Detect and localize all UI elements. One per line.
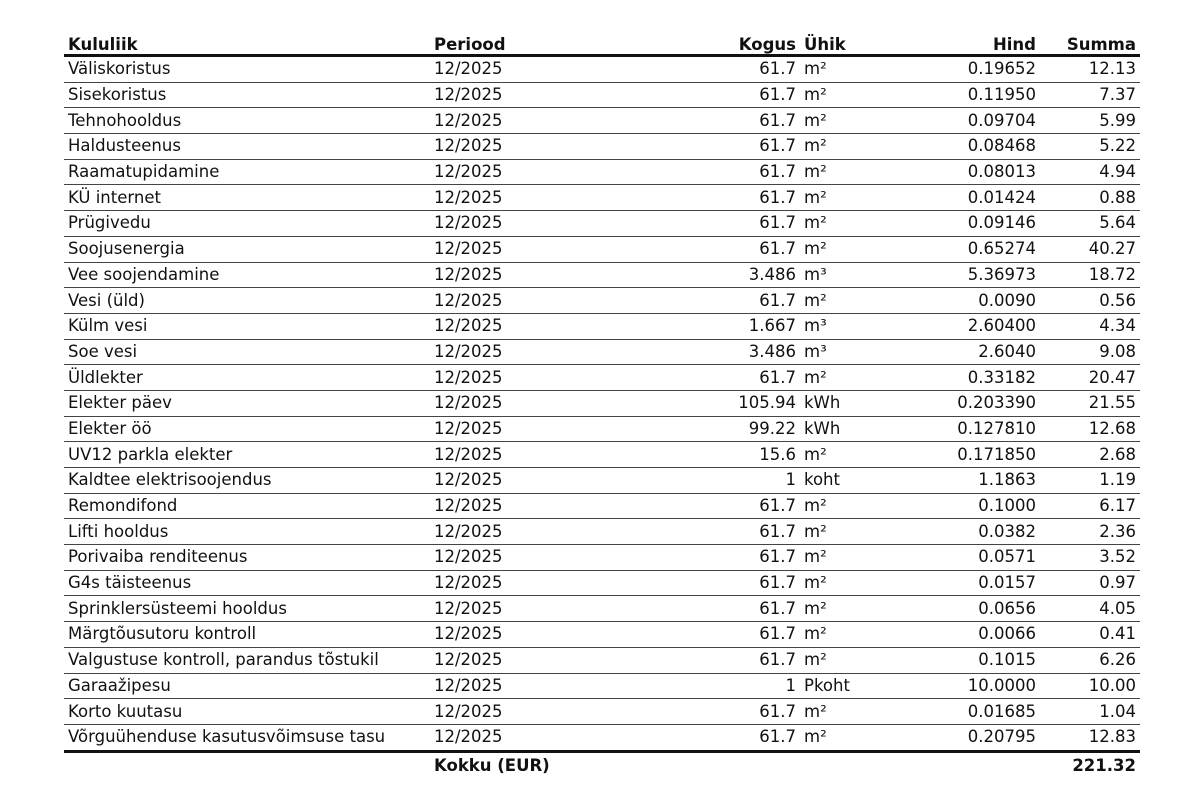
cell-period: 12/2025 <box>430 262 590 288</box>
cell-unit: m² <box>800 570 870 596</box>
table-row <box>64 519 1140 545</box>
cell-unit: m² <box>800 519 870 545</box>
cell-period: 12/2025 <box>430 519 590 545</box>
cost-table <box>64 30 1140 779</box>
cell-quantity: 1 <box>590 673 800 699</box>
cell-period: 12/2025 <box>430 134 590 160</box>
cell-period: 12/2025 <box>430 442 590 468</box>
cell-period: 12/2025 <box>430 159 590 185</box>
cell-quantity: 61.7 <box>590 82 800 108</box>
table-row <box>64 56 1140 83</box>
cell-period: 12/2025 <box>430 416 590 442</box>
table-row <box>64 108 1140 134</box>
cell-price: 0.1000 <box>870 493 1040 519</box>
cell-price: 0.08468 <box>870 134 1040 160</box>
cell-sum: 21.55 <box>1040 390 1140 416</box>
total-spacer <box>870 751 1040 779</box>
cell-unit: m² <box>800 108 870 134</box>
table-row <box>64 596 1140 622</box>
table-row <box>64 236 1140 262</box>
cell-item: Valgustuse kontroll, parandus tõstukil <box>64 647 430 673</box>
table-row <box>64 288 1140 314</box>
cell-item: Võrguühenduse kasutusvõimsuse tasu <box>64 724 430 751</box>
cell-item: Külm vesi <box>64 313 430 339</box>
cell-price: 0.0382 <box>870 519 1040 545</box>
cell-sum: 2.36 <box>1040 519 1140 545</box>
header-item: Kululiik <box>64 30 430 56</box>
cell-sum: 5.22 <box>1040 134 1140 160</box>
cell-sum: 7.37 <box>1040 82 1140 108</box>
cell-quantity: 3.486 <box>590 339 800 365</box>
cell-unit: m² <box>800 185 870 211</box>
table-row <box>64 159 1140 185</box>
cell-quantity: 61.7 <box>590 236 800 262</box>
cell-price: 2.6040 <box>870 339 1040 365</box>
table-row <box>64 134 1140 160</box>
table-row <box>64 468 1140 494</box>
cell-quantity: 61.7 <box>590 185 800 211</box>
cell-price: 0.0656 <box>870 596 1040 622</box>
cell-unit: m³ <box>800 339 870 365</box>
cell-quantity: 61.7 <box>590 622 800 648</box>
cell-quantity: 61.7 <box>590 724 800 751</box>
total-row <box>64 751 1140 779</box>
cell-quantity: 1.667 <box>590 313 800 339</box>
cell-period: 12/2025 <box>430 56 590 83</box>
cell-unit: m² <box>800 365 870 391</box>
cell-item: Väliskoristus <box>64 56 430 83</box>
cell-period: 12/2025 <box>430 724 590 751</box>
cell-price: 0.09704 <box>870 108 1040 134</box>
total-value: 221.32 <box>1040 751 1140 779</box>
cell-unit: m² <box>800 647 870 673</box>
table-row <box>64 262 1140 288</box>
cell-unit: kWh <box>800 416 870 442</box>
cell-unit: m² <box>800 596 870 622</box>
cell-quantity: 61.7 <box>590 596 800 622</box>
cell-price: 0.0090 <box>870 288 1040 314</box>
cell-price: 0.11950 <box>870 82 1040 108</box>
cell-sum: 40.27 <box>1040 236 1140 262</box>
cell-unit: Pkoht <box>800 673 870 699</box>
cell-price: 10.0000 <box>870 673 1040 699</box>
cell-period: 12/2025 <box>430 545 590 571</box>
cell-unit: m² <box>800 724 870 751</box>
cell-unit: m² <box>800 236 870 262</box>
cell-item: Lifti hooldus <box>64 519 430 545</box>
cell-quantity: 61.7 <box>590 108 800 134</box>
cell-quantity: 61.7 <box>590 519 800 545</box>
cell-price: 2.60400 <box>870 313 1040 339</box>
cell-period: 12/2025 <box>430 339 590 365</box>
cell-item: Remondifond <box>64 493 430 519</box>
cell-period: 12/2025 <box>430 699 590 725</box>
cell-item: Elekter öö <box>64 416 430 442</box>
cell-sum: 12.13 <box>1040 56 1140 83</box>
cell-quantity: 61.7 <box>590 570 800 596</box>
cell-period: 12/2025 <box>430 211 590 237</box>
cell-item: Vesi (üld) <box>64 288 430 314</box>
cell-unit: m² <box>800 56 870 83</box>
cell-item: Garaažipesu <box>64 673 430 699</box>
cell-price: 0.203390 <box>870 390 1040 416</box>
table-footer <box>64 751 1140 779</box>
cell-unit: m² <box>800 622 870 648</box>
cell-item: UV12 parkla elekter <box>64 442 430 468</box>
cell-item: Soojusenergia <box>64 236 430 262</box>
cell-period: 12/2025 <box>430 647 590 673</box>
total-spacer <box>64 751 430 779</box>
table-header <box>64 30 1140 56</box>
cell-unit: m² <box>800 493 870 519</box>
cell-period: 12/2025 <box>430 236 590 262</box>
cell-item: Sprinklersüsteemi hooldus <box>64 596 430 622</box>
cell-unit: m² <box>800 442 870 468</box>
cell-period: 12/2025 <box>430 108 590 134</box>
header-period: Periood <box>430 30 590 56</box>
cell-price: 0.33182 <box>870 365 1040 391</box>
cell-sum: 4.94 <box>1040 159 1140 185</box>
cell-quantity: 61.7 <box>590 647 800 673</box>
cell-price: 0.08013 <box>870 159 1040 185</box>
header-unit: Ühik <box>800 30 870 56</box>
table-body <box>64 56 1140 752</box>
cell-item: Raamatupidamine <box>64 159 430 185</box>
table-row <box>64 647 1140 673</box>
table-row <box>64 416 1140 442</box>
table-row <box>64 622 1140 648</box>
cell-period: 12/2025 <box>430 313 590 339</box>
cell-period: 12/2025 <box>430 493 590 519</box>
cell-period: 12/2025 <box>430 185 590 211</box>
table-row <box>64 493 1140 519</box>
header-row <box>64 30 1140 56</box>
cell-item: Sisekoristus <box>64 82 430 108</box>
cell-price: 0.20795 <box>870 724 1040 751</box>
cell-price: 0.09146 <box>870 211 1040 237</box>
cell-price: 0.01424 <box>870 185 1040 211</box>
cell-unit: m³ <box>800 313 870 339</box>
cell-item: Haldusteenus <box>64 134 430 160</box>
cell-sum: 4.34 <box>1040 313 1140 339</box>
total-label: Kokku (EUR) <box>430 751 800 779</box>
cell-price: 0.19652 <box>870 56 1040 83</box>
cell-price: 0.171850 <box>870 442 1040 468</box>
cell-period: 12/2025 <box>430 622 590 648</box>
table-row <box>64 545 1140 571</box>
cell-sum: 4.05 <box>1040 596 1140 622</box>
cell-sum: 0.56 <box>1040 288 1140 314</box>
table-row <box>64 442 1140 468</box>
table-row <box>64 365 1140 391</box>
cell-period: 12/2025 <box>430 570 590 596</box>
cell-quantity: 3.486 <box>590 262 800 288</box>
cell-quantity: 61.7 <box>590 493 800 519</box>
cell-price: 5.36973 <box>870 262 1040 288</box>
header-price: Hind <box>870 30 1040 56</box>
cell-sum: 0.97 <box>1040 570 1140 596</box>
cell-item: Vee soojendamine <box>64 262 430 288</box>
cell-item: Tehnohooldus <box>64 108 430 134</box>
table-row <box>64 724 1140 751</box>
cell-unit: m² <box>800 159 870 185</box>
cell-quantity: 61.7 <box>590 699 800 725</box>
cell-unit: m² <box>800 211 870 237</box>
table-row <box>64 185 1140 211</box>
cell-item: Porivaiba renditeenus <box>64 545 430 571</box>
cell-sum: 12.68 <box>1040 416 1140 442</box>
cell-sum: 5.99 <box>1040 108 1140 134</box>
cell-period: 12/2025 <box>430 288 590 314</box>
cell-price: 0.65274 <box>870 236 1040 262</box>
cell-price: 0.01685 <box>870 699 1040 725</box>
header-sum: Summa <box>1040 30 1140 56</box>
cell-sum: 1.04 <box>1040 699 1140 725</box>
cell-price: 0.127810 <box>870 416 1040 442</box>
cell-sum: 10.00 <box>1040 673 1140 699</box>
cell-period: 12/2025 <box>430 365 590 391</box>
table-row <box>64 699 1140 725</box>
cell-quantity: 15.6 <box>590 442 800 468</box>
cell-sum: 3.52 <box>1040 545 1140 571</box>
table-row <box>64 211 1140 237</box>
cell-quantity: 99.22 <box>590 416 800 442</box>
cell-quantity: 61.7 <box>590 56 800 83</box>
cell-item: Kaldtee elektrisoojendus <box>64 468 430 494</box>
cell-quantity: 61.7 <box>590 159 800 185</box>
cell-quantity: 61.7 <box>590 365 800 391</box>
cell-period: 12/2025 <box>430 673 590 699</box>
table-row <box>64 673 1140 699</box>
table-row <box>64 313 1140 339</box>
cell-item: G4s täisteenus <box>64 570 430 596</box>
cell-unit: kWh <box>800 390 870 416</box>
cell-price: 0.1015 <box>870 647 1040 673</box>
cell-period: 12/2025 <box>430 82 590 108</box>
cell-quantity: 61.7 <box>590 134 800 160</box>
cell-quantity: 61.7 <box>590 545 800 571</box>
cell-sum: 1.19 <box>1040 468 1140 494</box>
table-row <box>64 339 1140 365</box>
cell-item: Elekter päev <box>64 390 430 416</box>
cell-item: Korto kuutasu <box>64 699 430 725</box>
cell-unit: m² <box>800 699 870 725</box>
total-spacer <box>800 751 870 779</box>
cell-unit: m² <box>800 134 870 160</box>
cell-item: Üldlekter <box>64 365 430 391</box>
header-quantity: Kogus <box>590 30 800 56</box>
cell-item: Soe vesi <box>64 339 430 365</box>
table-row <box>64 390 1140 416</box>
cell-unit: m² <box>800 545 870 571</box>
cell-unit: m² <box>800 288 870 314</box>
cell-sum: 0.41 <box>1040 622 1140 648</box>
cell-sum: 12.83 <box>1040 724 1140 751</box>
cell-quantity: 105.94 <box>590 390 800 416</box>
cell-item: Prügivedu <box>64 211 430 237</box>
cell-period: 12/2025 <box>430 468 590 494</box>
cell-period: 12/2025 <box>430 390 590 416</box>
cell-sum: 6.26 <box>1040 647 1140 673</box>
cell-unit: koht <box>800 468 870 494</box>
cell-sum: 9.08 <box>1040 339 1140 365</box>
cell-period: 12/2025 <box>430 596 590 622</box>
cell-quantity: 1 <box>590 468 800 494</box>
cell-item: KÜ internet <box>64 185 430 211</box>
cell-sum: 18.72 <box>1040 262 1140 288</box>
cell-sum: 20.47 <box>1040 365 1140 391</box>
cell-quantity: 61.7 <box>590 211 800 237</box>
cell-item: Märgtõusutoru kontroll <box>64 622 430 648</box>
cell-price: 0.0066 <box>870 622 1040 648</box>
cell-price: 0.0157 <box>870 570 1040 596</box>
cell-sum: 2.68 <box>1040 442 1140 468</box>
table-row <box>64 570 1140 596</box>
cell-sum: 0.88 <box>1040 185 1140 211</box>
table-row <box>64 82 1140 108</box>
cell-price: 1.1863 <box>870 468 1040 494</box>
cell-unit: m³ <box>800 262 870 288</box>
cell-unit: m² <box>800 82 870 108</box>
cell-quantity: 61.7 <box>590 288 800 314</box>
cell-price: 0.0571 <box>870 545 1040 571</box>
cell-sum: 5.64 <box>1040 211 1140 237</box>
cell-sum: 6.17 <box>1040 493 1140 519</box>
